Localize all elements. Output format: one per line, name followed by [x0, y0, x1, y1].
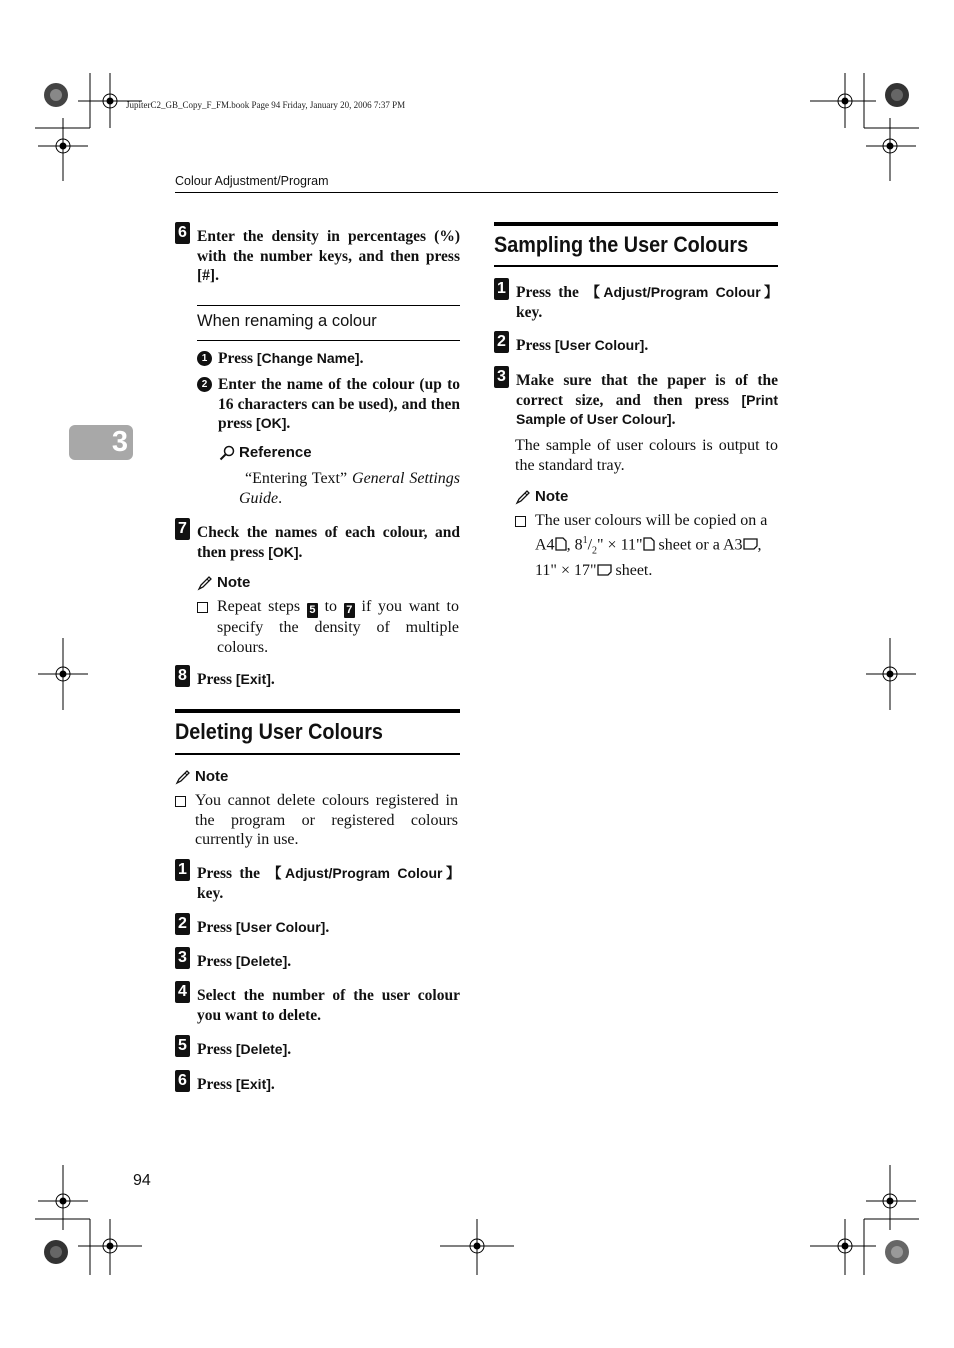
- page-number: 94: [133, 1172, 151, 1189]
- landscape-paper-icon: [597, 564, 612, 576]
- step-text: Enter the density in percentages (%) with the number keys, and then press [#].: [197, 228, 460, 284]
- step-number: 3: [494, 366, 509, 388]
- step-number: 5: [175, 1035, 190, 1057]
- pencil-icon: [175, 769, 191, 785]
- step-text: Press: [197, 671, 236, 688]
- key-label: [OK]: [256, 415, 287, 431]
- key-label: [OK]: [268, 543, 299, 560]
- key-label: [Change Name]: [256, 350, 360, 366]
- book-slug: JupiterC2_GB_Copy_F_FM.book Page 94 Friday, January 20, 2006 7:37 PM: [126, 100, 406, 110]
- step-6: [175, 223, 460, 286]
- reference-text: [239, 469, 460, 508]
- key-label: 【Adjust/Program Colour】: [267, 865, 460, 881]
- note-text-part: , 8: [566, 535, 583, 553]
- substep-2: [197, 375, 460, 434]
- note-item: [515, 511, 778, 580]
- step-text: Select the number of the user colour you want to delete.: [197, 987, 460, 1024]
- step-text-end: .: [270, 671, 275, 688]
- step-text: Press: [197, 1076, 236, 1093]
- magnifier-icon: [219, 445, 235, 461]
- note-text-part: , 11" × 17": [535, 535, 762, 579]
- delete-step-3: [175, 948, 460, 972]
- reference-end: .: [278, 489, 283, 507]
- note-text-part: " × 11": [597, 535, 643, 553]
- step-8: [175, 666, 460, 690]
- note-label: [175, 768, 228, 785]
- note-label: [197, 574, 250, 591]
- checkbox-bullet: [515, 516, 526, 527]
- step-number: 4: [175, 981, 190, 1003]
- portrait-paper-icon: [555, 537, 567, 551]
- renaming-title: When renaming a colour: [197, 312, 377, 330]
- note-item: [175, 791, 460, 850]
- subsection-rule: [197, 305, 460, 306]
- step-text: Make sure that the paper is of the correct size, and then press: [516, 372, 778, 409]
- reference-italic: General Settings Guide: [239, 470, 461, 507]
- checkbox-bullet: [197, 602, 208, 613]
- pencil-icon: [197, 575, 213, 591]
- note-label-text: Note: [535, 488, 569, 505]
- note-text-part: sheet or a A3: [654, 535, 743, 553]
- fraction-denominator: 2: [592, 545, 598, 557]
- note-text-part: The user colours will be copied on a A4: [535, 512, 768, 553]
- step-number: 8: [175, 665, 190, 687]
- step-number: 7: [175, 518, 190, 540]
- note-label-text: Note: [195, 768, 229, 785]
- step-ref-icon: 7: [344, 603, 355, 618]
- note-item: [197, 597, 460, 657]
- key-label: [Exit]: [235, 671, 271, 687]
- step-text-end: .: [298, 543, 303, 561]
- heading-rule-bottom: [175, 753, 460, 755]
- sample-step-1: [494, 279, 778, 322]
- step-text-end: .: [644, 337, 649, 354]
- heading-rule-top: [494, 222, 778, 226]
- delete-step-2: [175, 914, 460, 938]
- step-text-end: key.: [516, 303, 543, 321]
- landscape-paper-icon: [743, 538, 758, 550]
- note-text: Repeat steps: [217, 598, 307, 615]
- substep-1: [197, 349, 460, 369]
- step-number: 2: [494, 331, 509, 353]
- chapter-tab: 3: [69, 425, 133, 460]
- step-number: 6: [175, 1070, 190, 1092]
- note-label-text: Note: [217, 574, 251, 591]
- delete-step-4: [175, 982, 460, 1025]
- substep-number: 1: [197, 351, 212, 366]
- note-text: [535, 511, 777, 580]
- step-number: 1: [175, 859, 190, 881]
- sample-step-2: [494, 332, 778, 356]
- key-label: [Exit]: [235, 1076, 271, 1092]
- reference-label-text: Reference: [239, 444, 312, 461]
- pencil-icon: [515, 489, 531, 505]
- fraction-numerator: 1: [582, 534, 588, 546]
- step-ref-icon: 5: [307, 603, 318, 618]
- portrait-paper-icon: [643, 537, 655, 551]
- step-text-end: .: [270, 1076, 275, 1093]
- substep-text-end: .: [359, 350, 364, 367]
- step-text-end: .: [325, 919, 330, 936]
- substep-text: Enter the name of the colour (up to 16 characters can be used), and then press: [218, 376, 460, 432]
- step-text: Press the: [516, 284, 587, 301]
- checkbox-bullet: [175, 796, 186, 807]
- step-text: Press: [197, 919, 236, 936]
- deleting-heading: Deleting User Colours: [175, 719, 383, 744]
- key-label: 【Adjust/Program Colour】: [586, 284, 778, 300]
- step-text: Press: [197, 1041, 236, 1058]
- key-label: [Delete]: [235, 1041, 288, 1057]
- delete-step-1: [175, 860, 460, 903]
- subsection-rule: [197, 340, 460, 341]
- reference-label: [219, 444, 312, 461]
- step-text-end: .: [287, 1041, 292, 1058]
- note-label: [515, 488, 568, 505]
- substep-text: Press: [218, 350, 257, 367]
- note-text-mid: to: [317, 598, 344, 615]
- fraction-slash: /: [587, 535, 593, 553]
- step-number: 6: [175, 222, 190, 244]
- header-rule: [175, 192, 778, 193]
- step-7: [175, 519, 460, 562]
- key-label: [Print Sample of User Colour]: [516, 391, 778, 427]
- step-number: 1: [494, 278, 509, 300]
- sampling-heading: Sampling the User Colours: [494, 232, 749, 257]
- step-text-end: key.: [197, 884, 224, 902]
- substep-number: 2: [197, 377, 212, 392]
- note-text-part: sheet.: [611, 561, 653, 579]
- running-head: Colour Adjustment/Program: [175, 174, 329, 188]
- heading-rule-bottom: [494, 265, 778, 267]
- step-number: 2: [175, 913, 190, 935]
- step-text-end: .: [287, 953, 292, 970]
- key-label: [Delete]: [235, 953, 288, 969]
- step-text: Press: [197, 953, 236, 970]
- step-text: Press the: [197, 865, 268, 882]
- heading-rule-top: [175, 709, 460, 713]
- step-number: 3: [175, 947, 190, 969]
- sample-step-3: [494, 367, 778, 430]
- reference-plain: “Entering Text”: [245, 470, 353, 487]
- step-result-text: The sample of user colours is output to the standard tray.: [515, 437, 778, 474]
- step-text: Press: [516, 337, 555, 354]
- substep-text-end: .: [286, 415, 291, 432]
- step-text-end: .: [671, 411, 676, 428]
- key-label: [User Colour]: [235, 919, 326, 935]
- note-text: You cannot delete colours registered in the program or registered colours currently in use.: [195, 792, 458, 848]
- step-text: Check the names of each colour, and then press: [197, 524, 460, 561]
- delete-step-6: [175, 1071, 460, 1095]
- delete-step-5: [175, 1036, 460, 1060]
- key-label: [User Colour]: [554, 337, 645, 353]
- note-text-end: if you want to specify the density of multiple colours.: [217, 598, 459, 656]
